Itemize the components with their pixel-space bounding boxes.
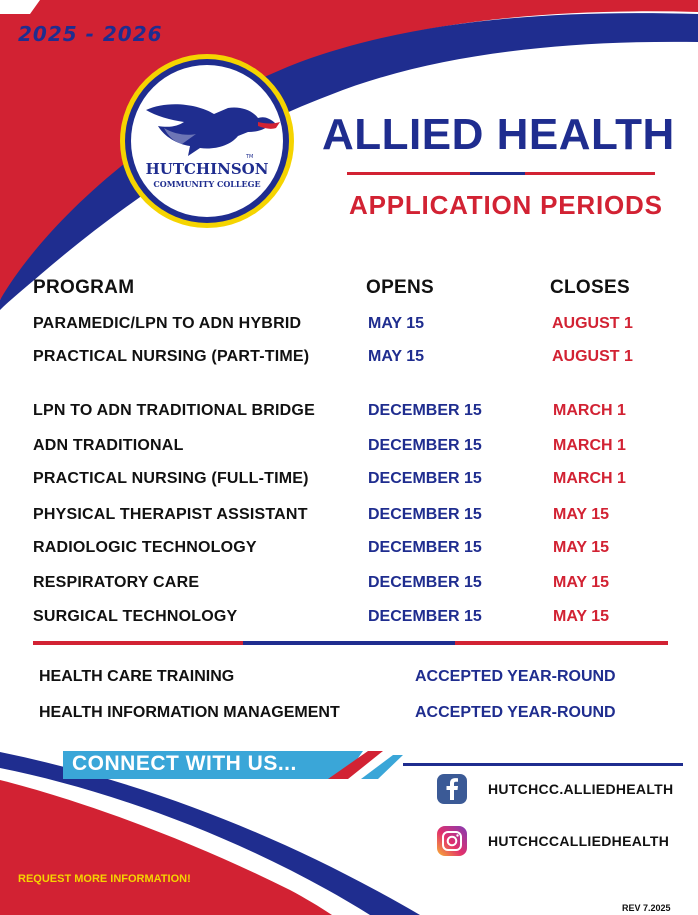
program-name: ADN TRADITIONAL bbox=[33, 437, 184, 454]
year-badge: 2025 - 2026 bbox=[18, 22, 163, 46]
request-info-link[interactable]: REQUEST MORE INFORMATION! bbox=[18, 873, 191, 885]
program-opens: DECEMBER 15 bbox=[368, 437, 482, 454]
program-status: ACCEPTED YEAR-ROUND bbox=[415, 668, 616, 685]
page-title: ALLIED HEALTH bbox=[322, 110, 675, 159]
table-row bbox=[0, 668, 698, 690]
program-name: RADIOLOGIC TECHNOLOGY bbox=[33, 539, 257, 556]
instagram-handle: HUTCHCCALLIEDHEALTH bbox=[488, 833, 670, 849]
program-name: PRACTICAL NURSING (FULL-TIME) bbox=[33, 470, 309, 487]
table-row bbox=[0, 704, 698, 726]
connect-label: CONNECT WITH US... bbox=[72, 752, 297, 775]
facebook-link[interactable] bbox=[436, 773, 686, 807]
logo-tm: TM bbox=[246, 154, 254, 160]
program-name: PRACTICAL NURSING (PART-TIME) bbox=[33, 348, 310, 365]
revision-label: REV 7.2025 bbox=[622, 903, 671, 913]
program-name: PHYSICAL THERAPIST ASSISTANT bbox=[33, 506, 308, 523]
program-closes: AUGUST 1 bbox=[552, 348, 633, 365]
instagram-link[interactable] bbox=[436, 825, 686, 859]
program-closes: MAY 15 bbox=[553, 608, 610, 625]
table-row bbox=[0, 437, 698, 459]
program-name: SURGICAL TECHNOLOGY bbox=[33, 608, 238, 625]
program-opens: DECEMBER 15 bbox=[368, 402, 482, 419]
program-name: HEALTH CARE TRAINING bbox=[39, 668, 235, 685]
facebook-icon bbox=[436, 773, 468, 805]
program-name: LPN TO ADN TRADITIONAL BRIDGE bbox=[33, 402, 315, 419]
program-closes: MARCH 1 bbox=[553, 437, 626, 454]
header-closes: CLOSES bbox=[550, 277, 630, 298]
table-row bbox=[0, 608, 698, 630]
program-name: RESPIRATORY CARE bbox=[33, 574, 200, 591]
program-opens: DECEMBER 15 bbox=[368, 470, 482, 487]
program-closes: MAY 15 bbox=[553, 506, 610, 523]
facebook-handle: HUTCHCC.ALLIEDHEALTH bbox=[488, 781, 674, 797]
program-opens: MAY 15 bbox=[368, 348, 425, 365]
table-row bbox=[0, 539, 698, 561]
program-opens: DECEMBER 15 bbox=[368, 506, 482, 523]
table-row bbox=[0, 315, 698, 337]
table-row bbox=[0, 574, 698, 596]
logo-sub: COMMUNITY COLLEGE bbox=[153, 179, 261, 189]
program-opens: DECEMBER 15 bbox=[368, 608, 482, 625]
program-name: HEALTH INFORMATION MANAGEMENT bbox=[39, 704, 340, 721]
table-row bbox=[0, 348, 698, 370]
header-program: PROGRAM bbox=[33, 277, 135, 298]
program-closes: MAY 15 bbox=[553, 539, 610, 556]
program-closes: AUGUST 1 bbox=[552, 315, 633, 332]
program-closes: MARCH 1 bbox=[553, 470, 626, 487]
logo-name: HUTCHINSON bbox=[145, 160, 269, 178]
table-row bbox=[0, 506, 698, 528]
page-subtitle: APPLICATION PERIODS bbox=[349, 190, 663, 220]
program-opens: DECEMBER 15 bbox=[368, 539, 482, 556]
program-opens: MAY 15 bbox=[368, 315, 425, 332]
program-status: ACCEPTED YEAR-ROUND bbox=[415, 704, 616, 721]
program-name: PARAMEDIC/LPN TO ADN HYBRID bbox=[33, 315, 302, 332]
program-closes: MAY 15 bbox=[553, 574, 610, 591]
program-closes: MARCH 1 bbox=[553, 402, 626, 419]
table-row bbox=[0, 402, 698, 424]
header-opens: OPENS bbox=[366, 277, 435, 298]
program-opens: DECEMBER 15 bbox=[368, 574, 482, 591]
college-logo bbox=[118, 52, 296, 230]
table-row bbox=[0, 470, 698, 492]
instagram-icon bbox=[436, 825, 468, 857]
